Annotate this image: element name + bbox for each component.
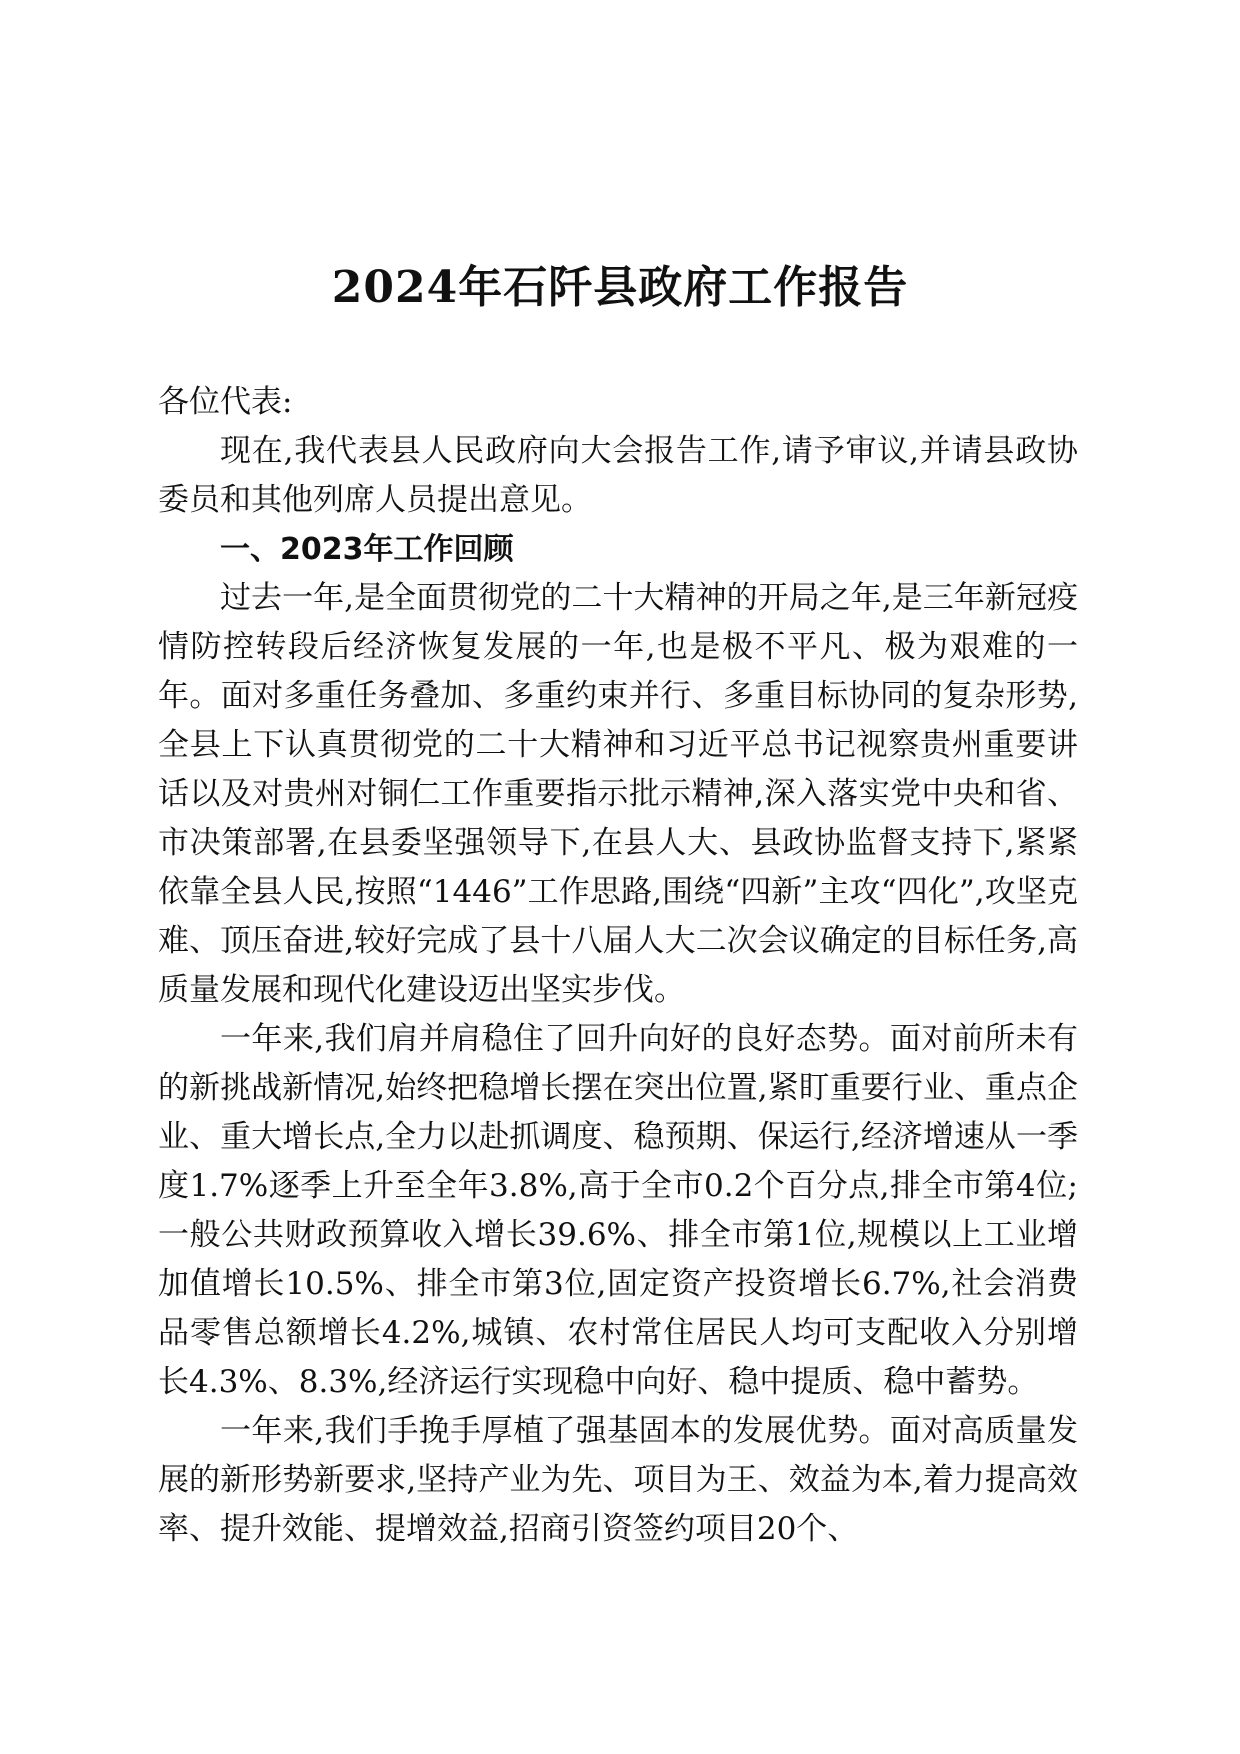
review-paragraph-foundation: 一年来,我们手挽手厚植了强基固本的发展优势。面对高质量发展的新形势新要求,坚持产业为先、项目为王、效益为本,着力提高效率、提升效能、提增效益,招商引资签约项目20个、 (158, 1413, 1078, 1547)
salutation: 各位代表: (158, 384, 293, 420)
section-heading-review: 一、2023年工作回顾 (220, 532, 514, 567)
opening-paragraph: 现在,我代表县人民政府向大会报告工作,请予审议,并请县政协委员和其他列席人员提出意见。 (158, 433, 1078, 518)
document-title: 2024年石阡县政府工作报告 (331, 262, 909, 313)
document-body (158, 378, 1078, 1554)
review-paragraph-growth: 一年来,我们肩并肩稳住了回升向好的良好态势。面对前所未有的新挑战新情况,始终把稳增长摆在突出位置,紧盯重要行业、重点企业、重大增长点,全力以赴抓调度、稳预期、保运行,经济增速从一季度1.7%逐季上升至全年3.8%,高于全市0.2个百分点,排全市第4位;一般公共财政预算收入增长39.6%、排全市第1位,规模以上工业增加值增长10.5%、排全市第3位,固定资产投资增长6.7%,社会消费品零售总额增长4.2%,城镇、农村常住居民人均可支配收入分别增长4.3%、8.3%,经济运行实现稳中向好、稳中提质、稳中蓄势。 (158, 1021, 1078, 1400)
review-paragraph-overview: 过去一年,是全面贯彻党的二十大精神的开局之年,是三年新冠疫情防控转段后经济恢复发展的一年,也是极不平凡、极为艰难的一年。面对多重任务叠加、多重约束并行、多重目标协同的复杂形势,全县上下认真贯彻党的二十大精神和习近平总书记视察贵州重要讲话以及对贵州对铜仁工作重要指示批示精神,深入落实党中央和省、市决策部署,在县委坚强领导下,在县人大、县政协监督支持下,紧紧依靠全县人民,按照“1446”工作思路,围绕“四新”主攻“四化”,攻坚克难、顶压奋进,较好完成了县十八届人大二次会议确定的目标任务,高质量发展和现代化建设迈出坚实步伐。 (158, 580, 1078, 1008)
